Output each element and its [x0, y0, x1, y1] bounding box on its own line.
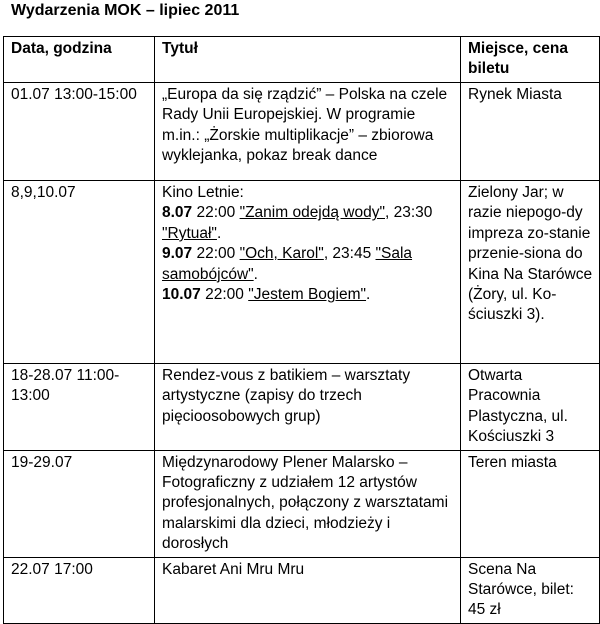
event-title: Rendez-vous z batikiem – warsztaty artystyczne (zapisy do trzech pięcioosobowych grup) — [155, 364, 461, 451]
table-row — [4, 557, 600, 623]
event-place: Teren miasta — [461, 450, 600, 557]
film-link[interactable]: "Zanim odejdą wody" — [239, 204, 385, 222]
table-row — [4, 450, 600, 557]
table-row — [4, 364, 600, 451]
schedule-date: 10.07 — [162, 286, 201, 304]
film-link[interactable]: "Och, Karol" — [239, 245, 324, 263]
schedule-time: 22:00 — [192, 245, 240, 263]
event-title: „Europa da się rządzić” – Polska na czele Rady Unii Europejskiej. W programie m.in.: „Żorskie multiplikacje” – zbiorowa wyklejanka, pokaz break dance — [155, 83, 461, 181]
schedule-time: , 23:30 — [385, 204, 433, 222]
schedule-date: 9.07 — [162, 245, 193, 263]
film-link[interactable]: "Sala samobójców" — [162, 245, 413, 283]
schedule-day-3 — [162, 285, 454, 305]
event-title: Kabaret Ani Mru Mru — [155, 557, 461, 623]
schedule-date: 8.07 — [162, 204, 193, 222]
schedule-end: . — [216, 224, 222, 242]
schedule-day-2 — [162, 244, 454, 285]
schedule-time: , 23:45 — [323, 245, 376, 263]
table-header-row — [4, 37, 600, 83]
table-row — [4, 83, 600, 181]
schedule-day-1 — [162, 203, 454, 244]
event-date: 01.07 13:00-15:00 — [4, 83, 155, 181]
header-place: Miejsce, cena biletu — [461, 37, 600, 83]
header-date: Data, godzina — [4, 37, 155, 83]
event-date: 19-29.07 — [4, 450, 155, 557]
table-row — [4, 181, 600, 364]
schedule-time: 22:00 — [192, 204, 240, 222]
event-title — [155, 181, 461, 364]
event-date: 18-28.07 11:00-13:00 — [4, 364, 155, 451]
event-date: 22.07 17:00 — [4, 557, 155, 623]
event-place: Scena Na Starówce, bilet: 45 zł — [461, 557, 600, 623]
schedule-end: . — [253, 265, 258, 283]
schedule-time: 22:00 — [200, 286, 249, 304]
event-date: 8,9,10.07 — [4, 181, 155, 364]
film-link[interactable]: "Jestem Bogiem" — [248, 286, 367, 304]
cinema-heading: Kino Letnie: — [162, 184, 244, 201]
events-table — [3, 36, 600, 624]
event-title: Międzynarodowy Plener Malarsko – Fotograficzny z udziałem 12 artystów profesjonalnych, połączony z warsztatami malarskimi dla dzieci, młodzieży i dorosłych — [155, 450, 461, 557]
page-title: Wydarzenia MOK – lipiec 2011 — [11, 2, 240, 19]
event-place: Zielony Jar; w razie niepogo-dy impreza zo-stanie przenie-siona do Kina Na Starówce (Żory, ul. Ko-ściuszki 3). — [461, 181, 600, 364]
header-title: Tytuł — [155, 37, 461, 83]
film-link[interactable]: "Rytuał" — [162, 224, 217, 242]
event-place: Rynek Miasta — [461, 83, 600, 181]
schedule-end: . — [366, 286, 371, 304]
event-place: Otwarta Pracownia Plastyczna, ul. Kościuszki 3 — [461, 364, 600, 451]
